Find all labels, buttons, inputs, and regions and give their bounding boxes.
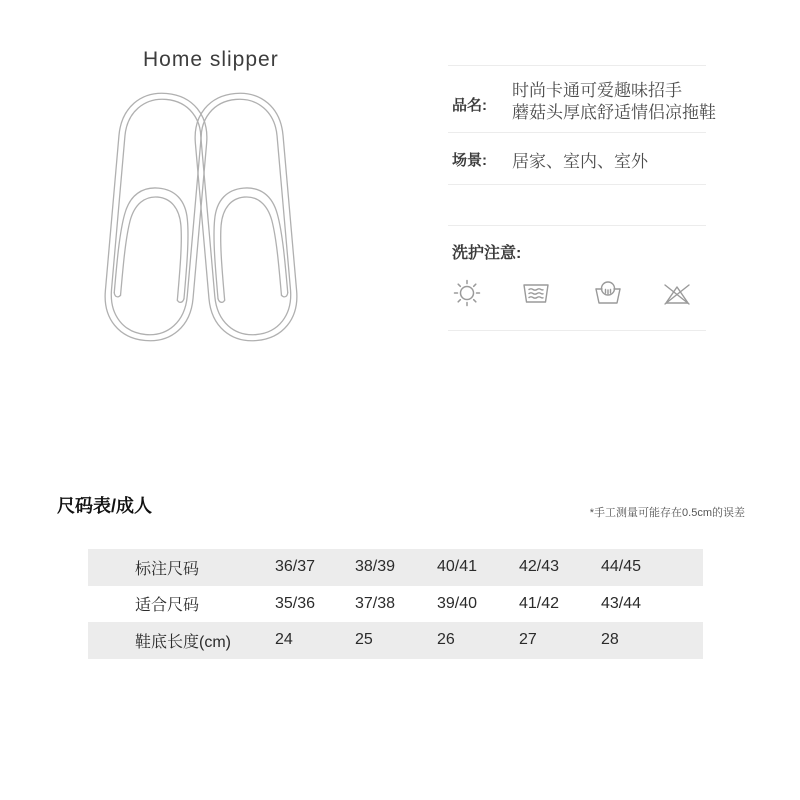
- measurement-note: *手工测量可能存在0.5cm的误差: [589, 507, 745, 519]
- table-cell: 41/42: [519, 594, 560, 612]
- scene-label: 场景:: [452, 152, 487, 169]
- table-cell: 25: [355, 631, 373, 649]
- table-cell: 37/38: [355, 594, 396, 612]
- divider: [448, 65, 706, 66]
- table-row: [88, 549, 703, 586]
- table-cell: 44/45: [601, 558, 642, 576]
- table-cell: 24: [275, 631, 293, 649]
- table-cell: 36/37: [275, 558, 316, 576]
- wash-basin-icon: [520, 277, 552, 309]
- do-not-bleach-icon: [661, 277, 693, 309]
- size-chart-title: 尺码表/成人: [57, 496, 153, 516]
- divider: [448, 132, 706, 133]
- product-name-line1: 时尚卡通可爱趣味招手: [512, 81, 682, 100]
- table-cell: 40/41: [437, 558, 478, 576]
- table-cell: 35/36: [275, 594, 316, 612]
- row-label: 鞋底长度(cm): [135, 633, 231, 651]
- scene-value: 居家、室内、室外: [512, 152, 648, 171]
- table-cell: 27: [519, 631, 537, 649]
- hand-wash-icon: [592, 277, 624, 309]
- table-row: [88, 586, 703, 623]
- divider: [448, 330, 706, 331]
- care-instructions-label: 洗护注意:: [452, 245, 522, 262]
- product-name-value: [512, 80, 716, 124]
- table-cell: 39/40: [437, 594, 478, 612]
- table-cell: 28: [601, 631, 619, 649]
- sun-dry-icon: [451, 277, 483, 309]
- table-cell: 26: [437, 631, 455, 649]
- row-label: 标注尺码: [135, 560, 200, 578]
- table-cell: 38/39: [355, 558, 396, 576]
- page-title: Home slipper: [143, 48, 279, 71]
- slipper-pair-illustration: [92, 86, 332, 348]
- product-name-line2: 蘑菇头厚底舒适情侣凉拖鞋: [512, 103, 716, 122]
- divider: [448, 225, 706, 226]
- table-row: [88, 622, 703, 659]
- table-cell: 42/43: [519, 558, 560, 576]
- table-cell: 43/44: [601, 594, 642, 612]
- product-name-label: 品名:: [452, 97, 487, 114]
- divider: [448, 184, 706, 185]
- size-table: [88, 549, 703, 659]
- row-label: 适合尺码: [135, 597, 200, 615]
